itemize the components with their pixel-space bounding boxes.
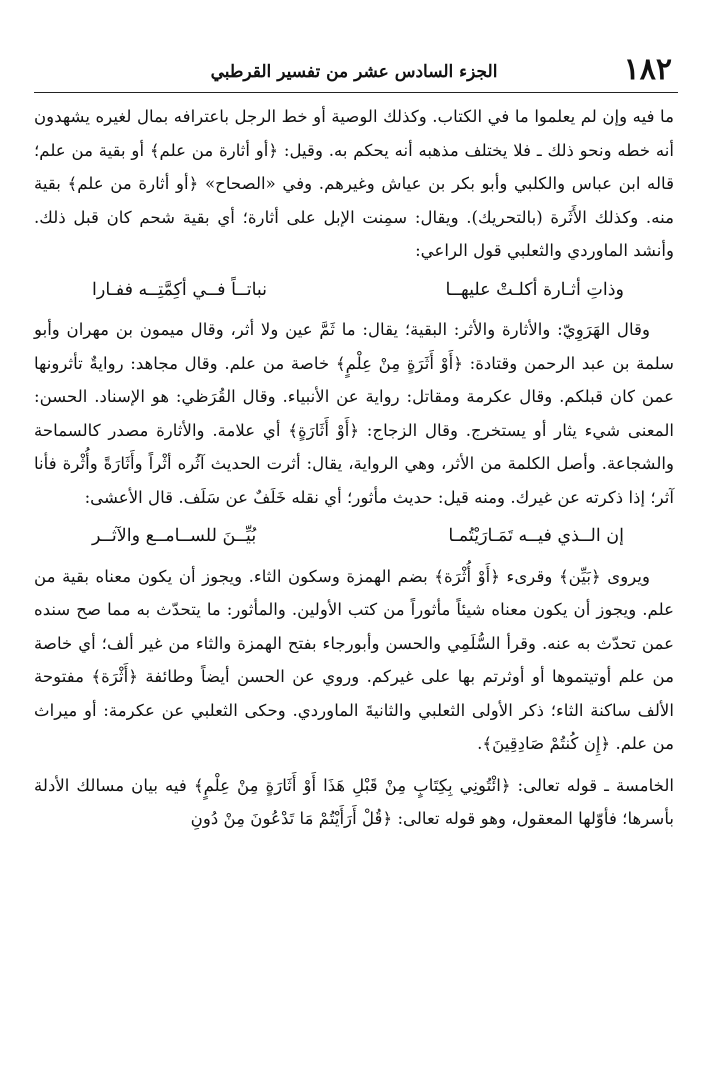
poetry-verse (34, 274, 674, 308)
paragraph: ويروى ﴿بَيِّن﴾ وقرىء ﴿أَوْ أُثْرَة﴾ بضم الهمزة وسكون الثاء. ويجوز أن يكون معناه بقية من علم. ويجوز أن يكون معناه شيئاً مأثوراً من كتب الأولين. والمأثور: ما يتحدّث به مما صح سنده عمن تحدّث به عنه. وقرأ السُّلَمِي والحسن وأبورجاء بفتح الهمزة والثاء من غير ألف؛ أي خاصة من علم أوتيتموها أو أوثرتم بها على غيركم. وروي عن الحسن أيضاً وطائفة ﴿أَثْرَة﴾ مفتوحة الألف ساكنة الثاء؛ ذكر الأولى الثعلبي والثانيةَ الماوردي. وحكى الثعلبي عن عكرمة: أو ميراث من علم. ﴿إِن كُنتُمْ صَادِقِينَ﴾. (34, 566, 675, 753)
page-number: ١٨٢ (623, 52, 672, 87)
paragraph-fifth-point: الخامسة ـ قوله تعالى: ﴿ائْتُونِي بِكِتَابٍ مِنْ قَبْلِ هَذَا أَوْ أَثَارَةٍ مِنْ عِلْمٍ﴾ فيه بيان مسالك الأدلة بأسرها؛ فأوّلها المعقول، وهو قوله تعالى: ﴿قُلْ أَرَأَيْتُمْ مَا تَدْعُونَ مِنْ دُونِ (34, 775, 674, 828)
paragraph: ما فيه وإن لم يعلموا ما في الكتاب. وكذلك الوصية أو خط الرجل باعترافه بمال لغيره يشهدون أنه خطه ونحو ذلك ـ فلا يختلف مذهبه أنه يحكم به. وقيل: ﴿أو أثارة من علم﴾ أو بقية من علم؛ قاله ابن عباس والكلبي وأبو بكر بن عياش وغيرهم. وفي «الصحاح» ﴿أو أثارة من علم﴾ بقية منه. وكذلك الأَثَرة (بالتحريك). ويقال: سمِنت الإبل على أثارة؛ أي بقية شحم كان قبل ذلك. وأنشد الماوردي والثعلبي قول الراعي: (34, 107, 674, 260)
poetry-verse (34, 520, 674, 554)
running-title: الجزء السادس عشر من تفسير القرطبي (210, 62, 498, 82)
verse-second-hemistich: نباتــاً فــي أكِمَّتِــه ففـارا (92, 279, 268, 300)
page-header (36, 52, 672, 87)
page-body (34, 100, 674, 836)
paragraph: وقال الهَرَوِيّ: والأثارة والأثر: البقية؛ يقال: ما ثَمَّ عين ولا أثر، وقال ميمون بن مهران وأبو سلمة بن عبد الرحمن وقتادة: ﴿أَوْ أَثَرَةٍ مِنْ عِلْمٍ﴾ خاصة من علم. وقال مجاهد: روايةٌ تأثرونها عمن كان قبلكم. وقال عكرمة ومقاتل: رواية عن الأنبياء. وقال القُرَظي: هو الإسناد. الحسن: المعنى شيء يثار أو يستخرج. وقال الزجاج: ﴿أَوْ أَثَارَةٍ﴾ أي علامة. والأثارة مصدر كالسماحة والشجاعة. وأصل الكلمة من الأثر، وهي الرواية، يقال: أثرت الحديث آثُره أثْراً وأَثَارَةً وأُثْرة فأنا آثر؛ إذا ذكرته عن غيرك. ومنه قيل: حديث مأثور؛ أي نقله خَلَفٌ عن سَلَف. قال الأعشى: (34, 320, 674, 507)
header-rule (34, 92, 678, 93)
verse-second-hemistich: بُيِّــنَ للســامــع والآثــر (92, 526, 257, 546)
verse-first-hemistich: وذاتِ أثـارة أكلـتْ عليهــا (445, 279, 624, 300)
verse-first-hemistich: إن الــذي فيــه تَمَـارَيْتُمـا (448, 526, 624, 546)
